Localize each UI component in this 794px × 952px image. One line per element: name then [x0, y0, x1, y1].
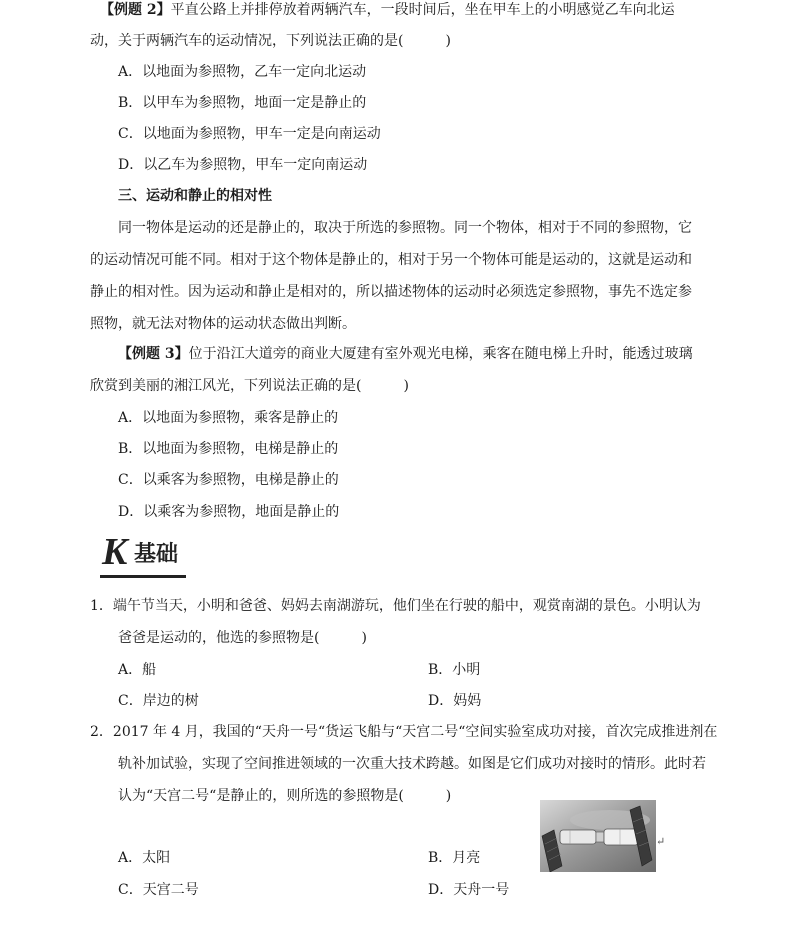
section3-para-line3: 静止的相对性。因为运动和静止是相对的，所以描述物体的运动时必须选定参照物，事先不选定参	[90, 284, 692, 300]
section3-para-line2: 的运动情况可能不同。相对于这个物体是静止的，相对于另一个物体可能是运动的，这就是运动和	[90, 252, 692, 268]
q1-stem-line2: 爸爸是运动的，他选的参照物是( )	[118, 630, 367, 646]
docking-spacecraft-figure	[540, 800, 656, 872]
q1-option-a: A．船	[118, 662, 157, 678]
q2-option-d: D．天舟一号	[428, 882, 510, 898]
q2-stem-line3: 认为“天宫二号“是静止的，则所选的参照物是( )	[118, 788, 452, 804]
basics-title: 基础	[134, 542, 179, 567]
example3-label: 【例题 3】	[118, 346, 189, 362]
figure-return-mark: ↵	[656, 835, 666, 848]
example2-option-a: A．以地面为参照物，乙车一定向北运动	[118, 64, 367, 80]
q1-option-b: B．小明	[428, 662, 481, 678]
example3-option-c: C．以乘客为参照物，电梯是静止的	[118, 472, 339, 488]
basics-k-letter: K	[102, 531, 128, 573]
example2-option-b: B．以甲车为参照物，地面一定是静止的	[118, 95, 367, 111]
q2-stem-line1: 2．2017 年 4 月，我国的“天舟一号“货运飞船与“天宫二号“空间实验室成功对接，首次完成推进剂在	[90, 724, 718, 740]
example3-stem-line2: 欣赏到美丽的湘江风光，下列说法正确的是( )	[90, 378, 409, 394]
q1-option-d: D．妈妈	[428, 693, 482, 709]
section3-para-line1: 同一物体是运动的还是静止的，取决于所选的参照物。同一个物体，相对于不同的参照物，它	[118, 220, 692, 236]
example3-option-d: D．以乘客为参照物，地面是静止的	[118, 504, 340, 520]
q2-stem-line2: 轨补加试验，实现了空间推进领域的一次重大技术跨越。如图是它们成功对接时的情形。此时若	[118, 756, 706, 772]
example2-option-c: C．以地面为参照物，甲车一定是向南运动	[118, 126, 381, 142]
example2-label: 【例题 2】	[100, 2, 171, 18]
q2-option-c: C．天宫二号	[118, 882, 199, 898]
example2-stem-line1: 【例题 2】平直公路上并排停放着两辆汽车，一段时间后，坐在甲车上的小明感觉乙车向北运	[100, 2, 675, 18]
basics-underline	[100, 575, 186, 578]
q2-option-a: A．太阳	[118, 850, 171, 866]
example3-option-b: B．以地面为参照物，电梯是静止的	[118, 441, 339, 457]
q1-stem-line1: 1．端午节当天，小明和爸爸、妈妈去南湖游玩，他们坐在行驶的船中，观赏南湖的景色。小明认为	[90, 598, 701, 614]
example2-option-d: D．以乙车为参照物，甲车一定向南运动	[118, 157, 368, 173]
section3-para-line4: 照物，就无法对物体的运动状态做出判断。	[90, 316, 356, 332]
q2-option-b: B．月亮	[428, 850, 481, 866]
section3-title: 三、运动和静止的相对性	[118, 188, 272, 204]
example3-stem-line1: 【例题 3】位于沿江大道旁的商业大厦建有室外观光电梯，乘客在随电梯上升时，能透过玻璃	[118, 346, 693, 362]
example2-stem-line2: 动，关于两辆汽车的运动情况，下列说法正确的是( )	[90, 33, 451, 49]
basics-heading	[100, 531, 190, 578]
q1-option-c: C．岸边的树	[118, 693, 199, 709]
example3-option-a: A．以地面为参照物，乘客是静止的	[118, 410, 339, 426]
